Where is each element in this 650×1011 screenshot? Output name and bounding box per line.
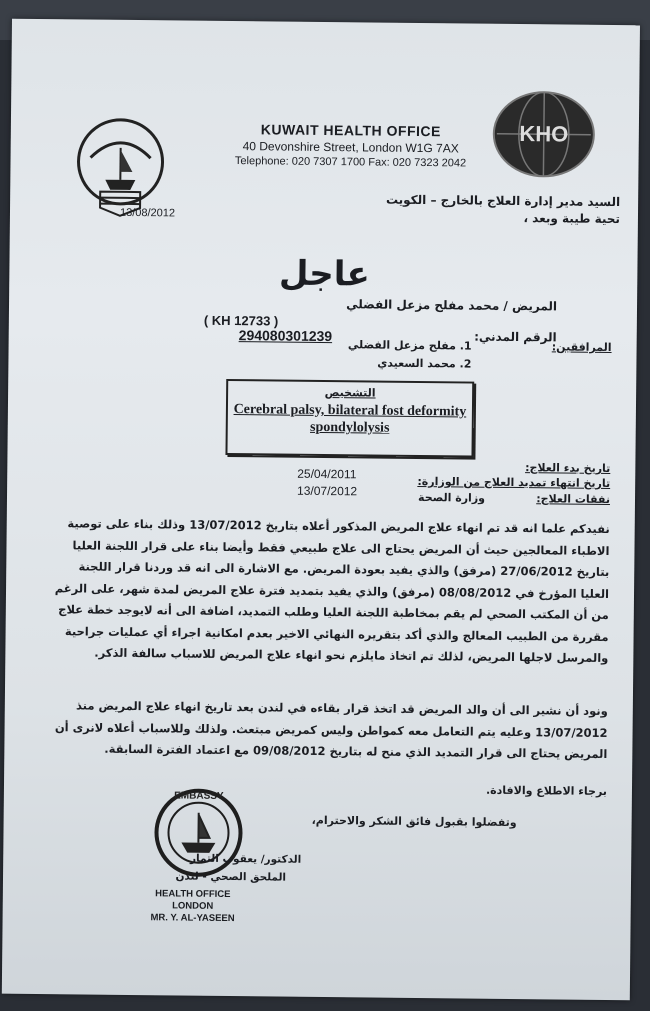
salutation-greeting: تحية طيبة وبعد ، (523, 211, 621, 227)
diagnosis-text: Cerebral palsy, bilateral fost deformity spondylolysis (233, 402, 467, 436)
companion-item: 2. محمد السعيدي (377, 356, 472, 371)
office-line: HEALTH OFFICE (155, 888, 231, 901)
salutation-recipient: السيد مدير إدارة العلاج بالخارج – الكويت (385, 192, 621, 210)
signature-name: الدكتور/ يعقوب التمار (189, 852, 302, 866)
civil-id-number: 294080301239 (238, 327, 333, 345)
body-paragraph-1: نفيدكم علما انه قد تم انهاء علاج المريض المذكور أعلاه بتاريخ 13/07/2012 وذلك بناء على توصية الاطباء المعالجين حيث أن المريض يحتاج الى علاج طبيعي فقط وأيضا بناء على قرار اللجنة العليا بتاريخ 27/06/2012 (مرفق) والذي يفيد بعودة المريض. مع الاشارة الى انه قد وردنا قرار اللجنة العليا المؤرخ في 08/08/2012 (مرفق) والذي يفيد بتمديد فترة علاج المريض لمدة شهر، على الرغم من أن المكتب الصحي لم يقم بمخاطبة اللجنة العليا وطلب التمديد، اضافة الى أنه لايوجد خطة علاج مقررة من الطبيب المعالج والذي أكد بتقريره النهائي الاخير بعدم امكانية اجراء أي عمليات جراحية والمرسل لاجلها المريض، لذلك تم اتخاذ مايلزم نحو انهاء علاج المريض للاسباب سالفة الذكر. (54, 516, 610, 665)
office-phone: Telephone: 020 7307 1700 Fax: 020 7323 2042 (234, 155, 467, 170)
letter-date: 13/08/2012 (119, 206, 176, 220)
diagnosis-box (225, 379, 474, 458)
civil-id-label: الرقم المدني: (474, 329, 557, 345)
office-address: 40 Devonshire Street, London W1G 7AX (242, 139, 459, 156)
treatment-costs-value: وزارة الصحة (418, 490, 486, 505)
embassy-stamp (143, 782, 254, 883)
treatment-end-label: تاريخ انتهاء تمديد العلاج من الوزارة: (417, 474, 611, 491)
patient-name: المريض / محمد مفلح مزعل الفضلي (346, 297, 558, 314)
office-title: KUWAIT HEALTH OFFICE (260, 121, 441, 140)
companion-item: 1. مفلح مزعل الفضلي (347, 338, 472, 353)
letter-page (2, 19, 640, 1001)
urgent-heading: عاجل (278, 253, 370, 295)
treatment-costs-label: نفقات العلاج: (536, 492, 611, 506)
diagnosis-label: التشخيص (324, 386, 376, 400)
signature-title: الملحق الصحي - لندن (175, 870, 287, 884)
treatment-start-label: تاريخ بدء العلاج: (525, 461, 611, 476)
patient-kh-number: ( KH 12733 ) (203, 312, 279, 329)
treatment-end-date: 13/07/2012 (297, 483, 358, 499)
office-line: LONDON (172, 900, 214, 912)
treatment-start-date: 25/04/2011 (297, 466, 357, 482)
kuwait-emblem-logo (70, 109, 171, 220)
companions-label: المرافقين: (551, 340, 612, 355)
office-line: MR. Y. AL-YASEEN (150, 912, 235, 925)
svg-text:KHO: KHO (519, 121, 569, 147)
office-signature-block (143, 888, 243, 925)
closing-request: برجاء الاطلاع والافادة. (485, 783, 608, 798)
stamp-text: EMBASSY (174, 790, 224, 802)
body-paragraph-2: ونود أن نشير الى أن والد المريض قد اتخذ قرار بقاءه في لندن بعد تاريخ انهاء علاج المريض منذ 13/07/2012 وعليه يتم التعامل معه كمواطن وليس كمريض مبتعث. ولذلك وللاسباب أعلاه لانرى أن المريض يحتاج الى قرار التمديد الذي منح له بتاريخ 09/08/2012 مع اعتماد الفترة السابقة. (54, 698, 608, 761)
closing-regards: وتفضلوا بقبول فائق الشكر والاحترام، (311, 813, 517, 830)
